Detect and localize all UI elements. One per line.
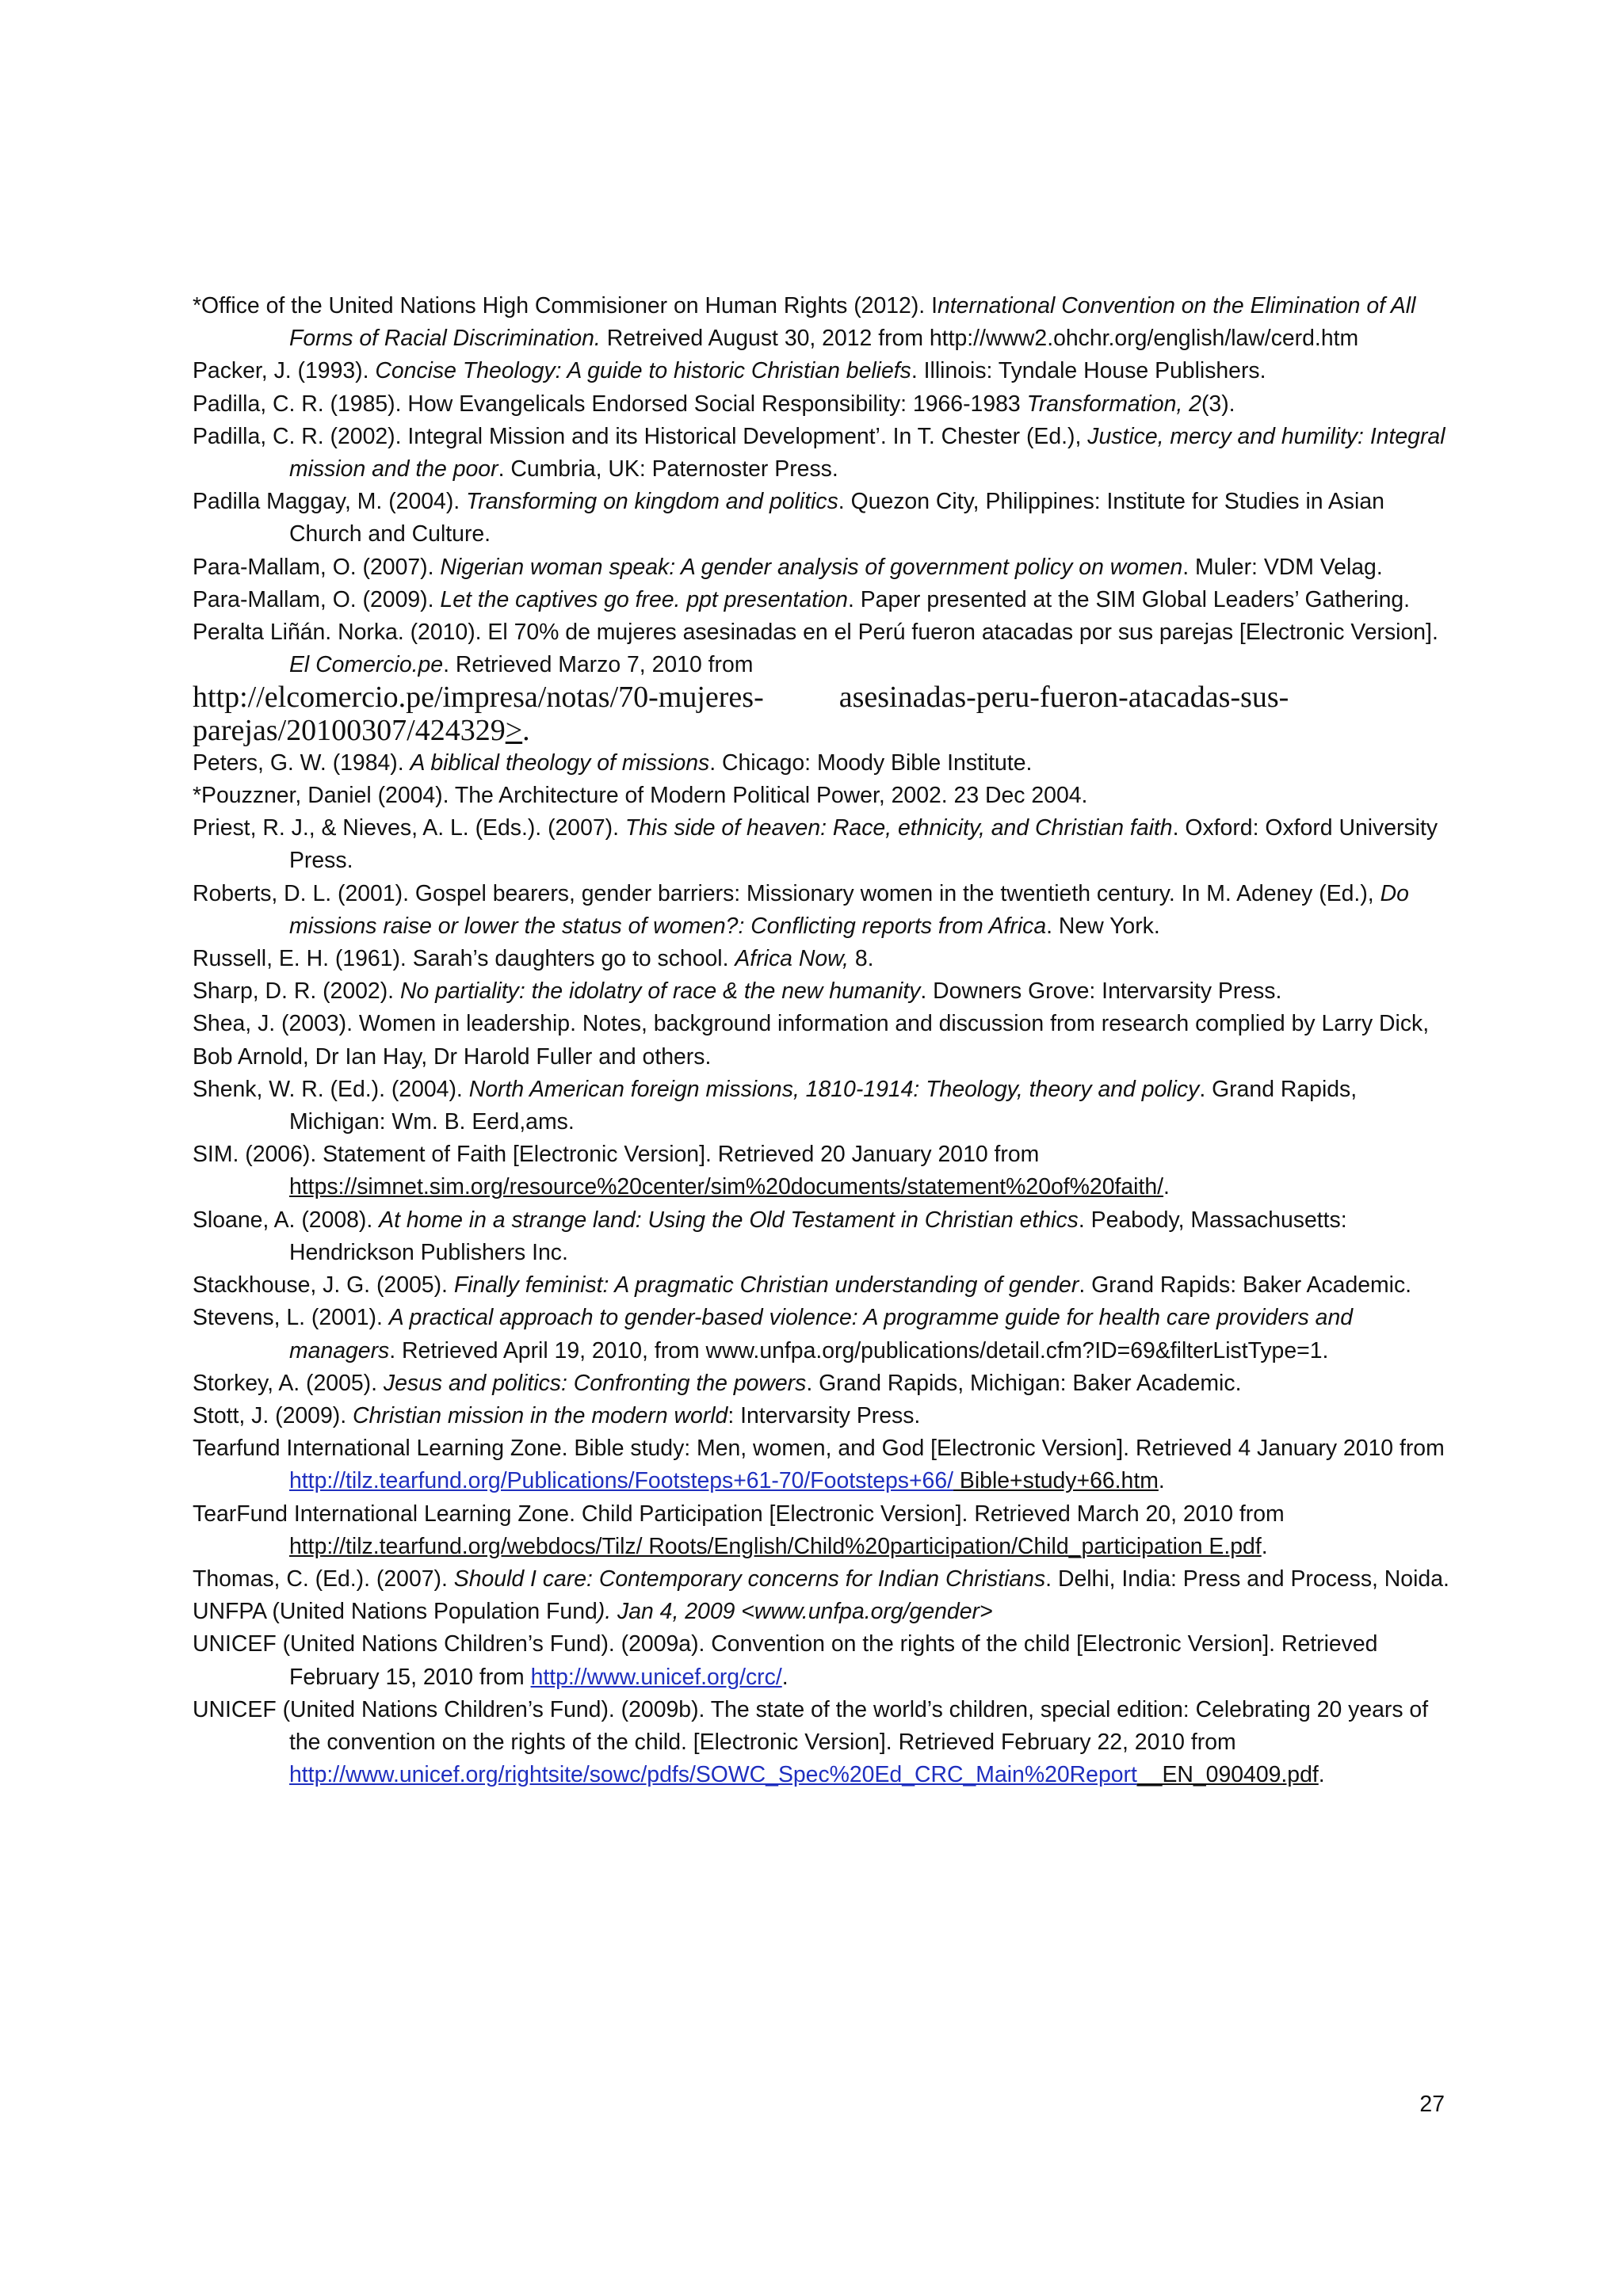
ref-text: . New York. [1046,913,1160,939]
ref-text: . Oxford: Oxford University Press. [289,815,1438,874]
ref-title: Transforming on kingdom and politics [466,489,838,515]
ref-text: UNICEF (United Nations Children’s Fund). (2009a). Convention on the rights of the child [Electronic Version]. Retrieved February 15, 2010 from [193,1631,1378,1690]
ref-text: . Retrieved Marzo 7, 2010 from [443,652,754,678]
ref-text: UNFPA (United Nations Population Fund [193,1599,598,1625]
ref-text: . Grand Rapids: Baker Academic. [1079,1272,1412,1299]
ref-text: Stackhouse, J. G. (2005). [193,1272,454,1299]
reference-entry [193,551,1453,584]
ref-text: Padilla, C. R. (1985). How Evangelicals Endorsed Social Responsibility: 1966-1983 [193,391,1027,417]
reference-entry [193,1138,1453,1203]
reference-entry [193,1694,1453,1792]
ref-text: . Peabody, Massachusetts: Hendrickson Publishers Inc. [289,1207,1347,1265]
ref-text: . [1318,1762,1325,1788]
ref-title: At home in a strange land: Using the Old Testament in Christian ethics [379,1207,1079,1233]
reference-entry [193,486,1453,551]
ref-text: . Muler: VDM Velag. [1182,554,1383,580]
ref-text: Tearfund International Learning Zone. Bible study: Men, women, and God [Electronic Version]. Retrieved 4 January 2010 from [193,1436,1445,1462]
ref-text: . Paper presented at the SIM Global Leaders’ Gathering. [847,586,1411,612]
url-part: http://elcomercio.pe/impresa/notas/70-mujeres- [193,681,764,715]
ref-title: Should I care: Contemporary concerns for Indian Christians [453,1566,1046,1592]
ref-text: Packer, J. (1993). [193,358,376,384]
reference-entry [193,1367,1453,1400]
ref-text: . [1261,1533,1268,1559]
ref-text: . Grand Rapids, Michigan: Wm. B. Eerd,ams. [289,1076,1358,1135]
ref-text: . Downers Grove: Intervarsity Press. [920,978,1282,1005]
tearfund-bible-study-link-tail[interactable]: Bible+study+66.htm [953,1468,1159,1494]
unicef-sowc-link[interactable]: http://www.unicef.org/rightsite/sowc/pdfs/SOWC_Spec%20Ed_CRC_Main%20Report [289,1762,1137,1788]
ref-text: TearFund International Learning Zone. Child Participation [Electronic Version]. Retrieved March 20, 2010 from [193,1501,1285,1527]
reference-entry [193,1269,1453,1302]
ref-text: Para-Mallam, O. (2007). [193,554,441,580]
ref-text: : Intervarsity Press. [727,1402,921,1428]
tearfund-child-participation-link[interactable]: http://tilz.tearfund.org/webdocs/Tilz/ Roots/English/Child%20participation/Child_participation E.pdf [289,1533,1262,1559]
ref-title: Concise Theology: A guide to historic Christian beliefs [375,358,911,384]
ref-text: Padilla Maggay, M. (2004). [193,489,467,515]
reference-entry [193,878,1453,943]
ref-text: Russell, E. H. (1961). Sarah’s daughters go to school. [193,946,735,972]
ref-text: Shenk, W. R. (Ed.). (2004). [193,1076,469,1102]
ref-text: . Delhi, India: Press and Process, Noida. [1045,1566,1449,1592]
ref-title: Nigerian woman speak: A gender analysis of government policy on women [440,554,1183,580]
reference-entry [193,1628,1453,1693]
reference-entry [193,747,1453,780]
reference-entry [193,584,1453,616]
ref-title: Justice, mercy and humility: Integral mission and the poor [289,423,1445,482]
url-tail: > [505,713,523,747]
ref-text: Sloane, A. (2008). [193,1207,380,1233]
reference-entry [193,388,1453,421]
ref-text: *Office of the United Nations High Commisioner on Human Rights (2012). I [193,293,938,318]
page-number: 27 [1419,2092,1445,2117]
reference-entry [193,1596,1453,1628]
ref-title: A practical approach to gender-based violence: A programme guide for health care providers and managers [289,1305,1354,1363]
reference-entry [193,1008,1453,1073]
ref-title: Christian mission in the modern world [352,1402,728,1428]
reference-entry [193,616,1453,681]
ref-text: Peters, G. W. (1984). [193,749,411,776]
ref-text: Sharp, D. R. (2002). [193,978,400,1005]
reference-entry [193,975,1453,1008]
ref-text: Shea, J. (2003). Women in leadership. Notes, background information and discussion from research complied by Larry Dick, Bob Arnold, Dr Ian Hay, Dr Harold Fuller and others. [193,1011,1430,1070]
ref-title: nternational Convention on the Elimination of All Forms of Racial Discrimination. [289,293,1416,352]
ref-text: SIM. (2006). Statement of Faith [Electronic Version]. Retrieved 20 January 2010 from [193,1142,1040,1168]
ref-title: Jesus and politics: Confronting the powers [383,1370,807,1396]
ref-title: Do missions raise or lower the status of women?: Conflicting reports from Africa [289,880,1409,939]
ref-title: El Comercio.pe [289,652,444,678]
ref-text: Stevens, L. (2001). [193,1305,389,1331]
url-part: asesinadas-peru-fueron-atacadas-sus-parejas/20100307/424329 [193,681,1289,747]
ref-text: UNICEF (United Nations Children’s Fund). (2009b). The state of the world’s children, special edition: Celebrating 20 years of the convention on the rights of the child. [Electronic Version]. Retrieved February 22, 2010 from [193,1696,1429,1755]
ref-text: . Illinois: Tyndale House Publishers. [911,358,1266,384]
ref-text: . [1158,1468,1165,1494]
url-end: . [522,713,530,747]
ref-title: No partiality: the idolatry of race & the new humanity [399,978,921,1005]
ref-text: (3). [1201,391,1235,417]
ref-text: 8. [848,946,874,972]
reference-entry [193,780,1453,812]
reference-entry [193,290,1453,355]
reference-entry [193,1432,1453,1497]
ref-text: . Retrieved April 19, 2010, from www.unfpa.org/publications/detail.cfm?ID=69&filterListType=1. [389,1337,1329,1363]
unicef-sowc-link-tail[interactable]: __EN_090409.pdf [1136,1762,1319,1788]
ref-text: . [781,1664,789,1690]
unicef-crc-link[interactable]: http://www.unicef.org/crc/ [530,1664,782,1690]
ref-text: Stott, J. (2009). [193,1402,353,1428]
sim-link[interactable]: https://simnet.sim.org/resource%20center/sim%20documents/statement%20of%20faith/ [289,1174,1164,1200]
reference-list [193,290,1453,1791]
ref-title: A biblical theology of missions [410,749,710,776]
reference-entry [193,1074,1453,1138]
ref-text: Roberts, D. L. (2001). Gospel bearers, gender barriers: Missionary women in the twentieth century. In M. Adeney (Ed.), [193,880,1381,906]
ref-title: North American foreign missions, 1810-1914: Theology, theory and policy [468,1076,1200,1102]
ref-title: This side of heaven: Race, ethnicity, and Christian faith [624,815,1173,841]
reference-entry [193,1204,1453,1269]
ref-text: Storkey, A. (2005). [193,1370,384,1396]
reference-entry [193,1498,1453,1563]
reference-entry [193,421,1453,486]
reference-entry [193,355,1453,387]
ref-text: . Grand Rapids, Michigan: Baker Academic. [806,1370,1242,1396]
reference-entry [193,943,1453,975]
reference-entry [193,812,1453,877]
ref-text: . [1163,1174,1170,1200]
ref-title: Africa Now, [735,946,849,972]
ref-title: Finally feminist: A pragmatic Christian understanding of gender [453,1272,1079,1299]
ref-text: . Quezon City, Philippines: Institute for Studies in Asian Church and Culture. [289,489,1384,547]
ref-text: Priest, R. J., & Nieves, A. L. (Eds.). (2007). [193,815,625,841]
reference-entry [193,1400,1453,1432]
ref-text: *Pouzzner, Daniel (2004). The Architecture of Modern Political Power, 2002. 23 Dec 2004. [193,783,1088,809]
elcomercio-url [193,681,1453,746]
ref-text: . Chicago: Moody Bible Institute. [709,749,1033,776]
ref-text: Thomas, C. (Ed.). (2007). [193,1566,454,1592]
reference-entry [193,1563,1453,1596]
ref-text: Padilla, C. R. (2002). Integral Mission and its Historical Development’. In T. Chester (Ed.), [193,423,1088,449]
tearfund-bible-study-link[interactable]: http://tilz.tearfund.org/Publications/Footsteps+61-70/Footsteps+66/ [289,1468,954,1494]
ref-title: Let the captives go free. ppt presentation [440,586,848,612]
ref-title: ). Jan 4, 2009 <www.unfpa.org/gender> [597,1599,993,1625]
ref-text: Para-Mallam, O. (2009). [193,586,441,612]
ref-text: . Cumbria, UK: Paternoster Press. [498,456,838,482]
ref-title: Transformation, 2 [1026,391,1201,417]
ref-text: Peralta Liñán. Norka. (2010). El 70% de mujeres asesinadas en el Perú fueron atacadas por sus parejas [Electronic Version]. [193,620,1438,646]
reference-entry [193,1302,1453,1367]
ref-text: Retreived August 30, 2012 from http://www2.ohchr.org/english/law/cerd.htm [600,326,1359,352]
